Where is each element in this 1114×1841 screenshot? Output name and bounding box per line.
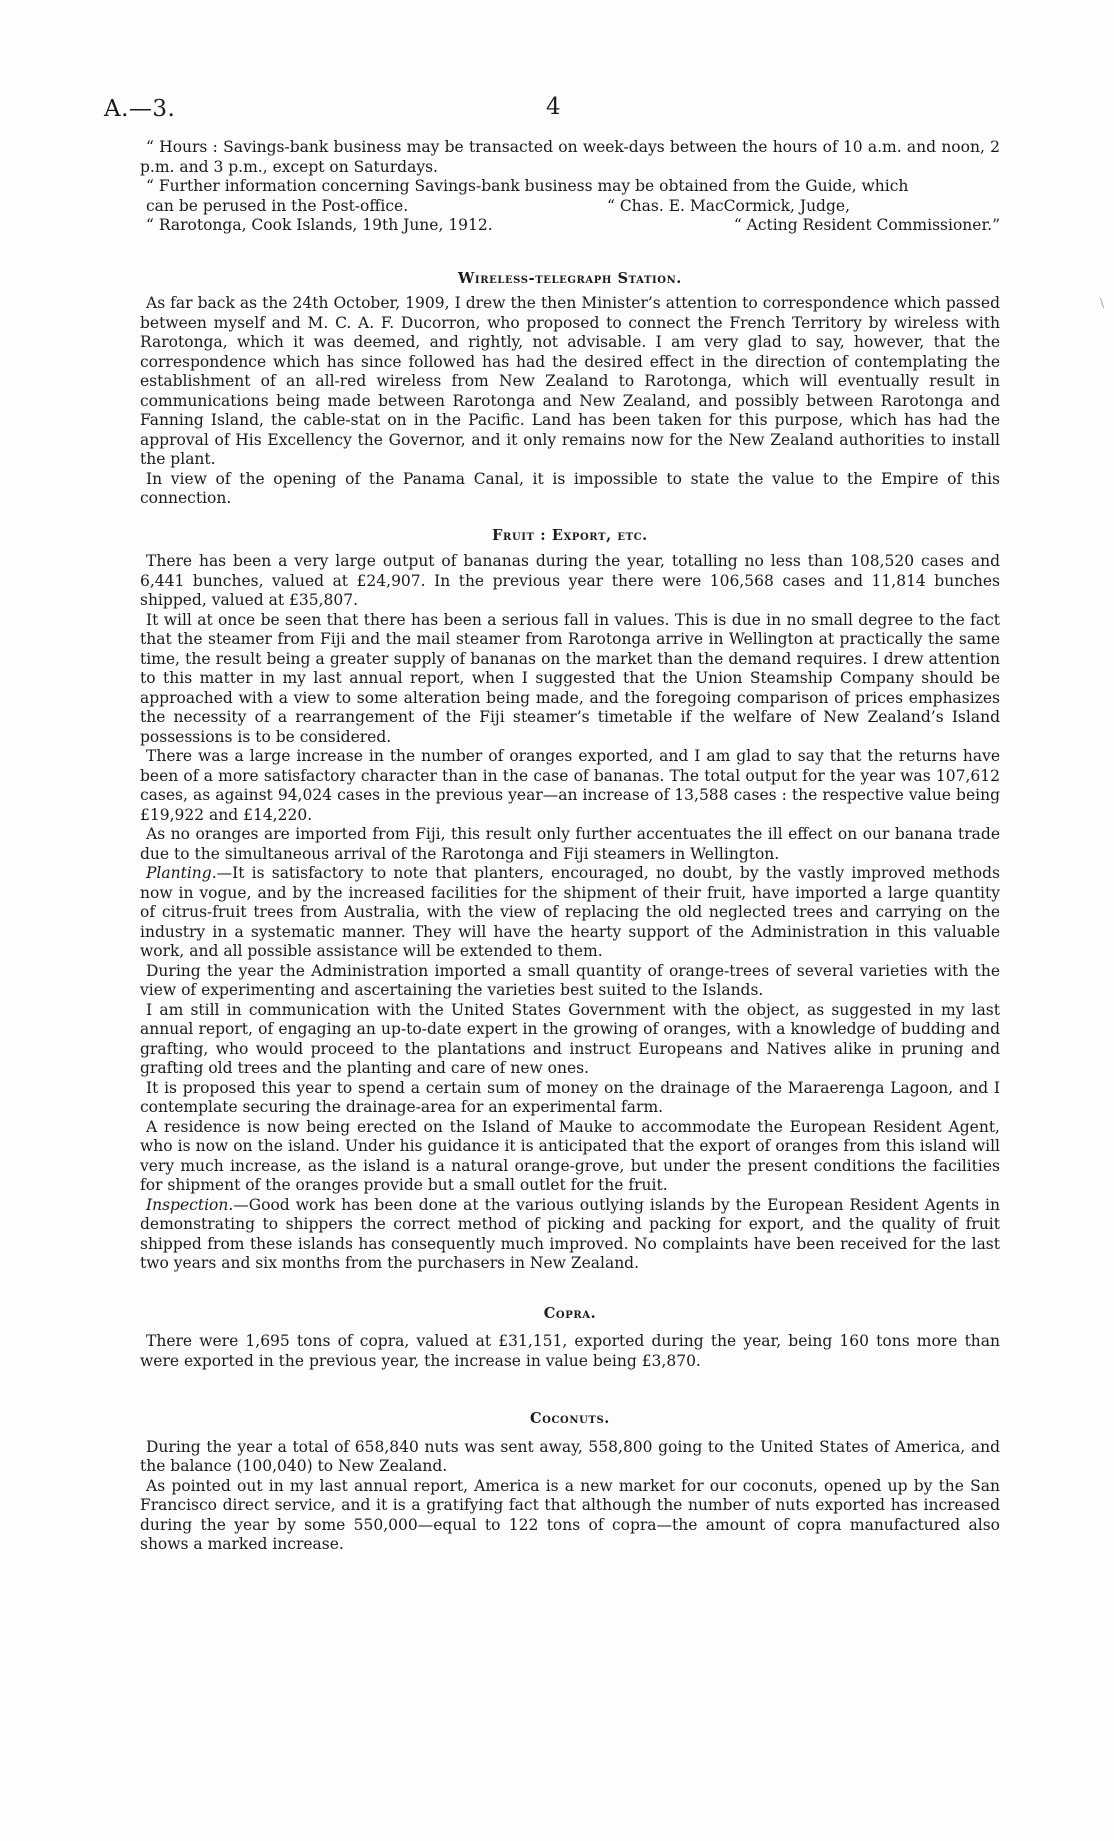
scan-mark: \: [1100, 296, 1105, 310]
fruit-paragraph-4: As no oranges are imported from Fiji, this result only further accentuates the ill effect on our banana trade due to the simultaneous arrival of the Rarotonga and Fiji steamers in Wellington.: [140, 825, 1000, 863]
inspection-label: Inspection.: [146, 1195, 234, 1214]
notice-date: “ Rarotonga, Cook Islands, 19th June, 1912.: [146, 216, 493, 234]
fruit-paragraph-1: There has been a very large output of bananas during the year, totalling no less than 108,520 cases and 6,441 bunches, valued at £24,907. In the previous year there were 106,568 cases and 11,814 bunches shipped, valued at £35,807.: [140, 552, 1000, 609]
signature-name: “ Chas. E. MacCormick, Judge,: [606, 196, 850, 215]
wireless-paragraph-2: In view of the opening of the Panama Canal, it is impossible to state the value to the Empire of this connection.: [140, 469, 1000, 507]
section-heading-fruit: Fruit : Export, etc.: [492, 526, 648, 544]
coconuts-paragraph-2: As pointed out in my last annual report, America is a new market for our coconuts, opened up by the San Francisco direct service, and it is a gratifying fact that although the number of nuts exported has increased during the year by some 550,000—equal to 122 tons of copra—the amount of copra manufactured also shows a marked increase.: [140, 1476, 1000, 1553]
planting-label: Planting.: [146, 864, 217, 882]
fruit-paragraph-2: It will at once be seen that there has been a serious fall in values. This is due in no small degree to the fact that the steamer from Fiji and the mail steamer from Rarotonga arrive in Wellington at practically the same time, the result being a greater supply of bananas on the market than the demand requires. I drew attention to this matter in my last annual report, when I suggested that the Union Steamship Company should be approached with a view to some alteration being made, and the foregoing comparison of prices emphasizes the necessity of a rearrangement of the Fiji steamer’s timetable if the welfare of New Zealand’s Island possessions is to be considered.: [140, 610, 1000, 746]
notice-signature-row: [140, 197, 1000, 217]
document-body: [140, 138, 1000, 1555]
fruit-paragraph-8: It is proposed this year to spend a certain sum of money on the drainage of the Maraerenga Lagoon, and I contemplate securing the drainage-area for an experimental farm.: [140, 1078, 1000, 1116]
fruit-paragraph-inspection: [140, 1196, 1000, 1274]
fruit-paragraph-9: A residence is now being erected on the Island of Mauke to accommodate the European Resident Agent, who is now on the island. Under his guidance it is anticipated that the export of oranges from this island will very much increase, as the island is a natural orange-grove, but under the present conditions the facilities for shipment of the oranges provide but a small outlet for the fruit.: [140, 1117, 1000, 1194]
fruit-paragraph-7: I am still in communication with the United States Government with the object, as suggested in my last annual report, of engaging an up-to-date expert in the growing of oranges, with a knowledge of budding and grafting, who would proceed to the plantations and instruct Europeans and Natives alike in pruning and grafting old trees and the planting and care of new ones.: [140, 1000, 1000, 1077]
notice-date-row: [140, 216, 1000, 236]
fruit-paragraph-6: During the year the Administration imported a small quantity of orange-trees of several varieties with the view of experimenting and ascertaining the varieties best suited to the Islands.: [140, 961, 1000, 999]
coconuts-paragraph-1: During the year a total of 658,840 nuts was sent away, 558,800 going to the United States of America, and the balance (100,040) to New Zealand.: [140, 1437, 1000, 1475]
section-heading-wireless: Wireless-telegraph Station.: [458, 269, 682, 287]
wireless-paragraph-1: As far back as the 24th October, 1909, I drew the then Minister’s attention to correspondence which passed between myself and M. C. A. F. Ducorron, who proposed to connect the French Territory by wireless with Rarotonga, which it was deemed, and rightly, not advisable. I am very glad to say, however, that the correspondence which has since followed has had the desired effect in the direction of contemplating the establishment of an all-red wireless from New Zealand to Rarotonga, which will eventually result in communications being made between Rarotonga and New Zealand, and possibly between Rarotonga and Fanning Island, the cable-stat on in the Pacific. Land has been taken for this purpose, which has had the approval of His Excellency the Governor, and it only remains now for the New Zealand authorities to install the plant.: [140, 294, 1000, 468]
signature-title: “ Acting Resident Commissioner.”: [733, 216, 1000, 234]
inspection-text: —Good work has been done at the various outlying islands by the European Resident Agents in demonstrating to shippers the correct method of picking and packing for export, and the quality of fruit shipped from these islands has consequently much improved. No complaints have been received for the last two years and six months from the purchasers in New Zealand.: [140, 1195, 1000, 1272]
section-heading-coconuts: Coconuts.: [530, 1410, 610, 1427]
page-number: 4: [546, 94, 561, 120]
section-heading-copra: Copra.: [543, 1304, 597, 1322]
notice-hours: “ Hours : Savings-bank business may be transacted on week-days between the hours of 10 a.m. and noon, 2 p.m. and 3 p.m., except on Saturdays.: [140, 138, 1000, 176]
copra-paragraph-1: There were 1,695 tons of copra, valued at £31,151, exported during the year, being 160 tons more than were exported in the previous year, the increase in value being £3,870.: [140, 1332, 1000, 1370]
notice-perused: can be perused in the Post-office.: [146, 196, 409, 215]
fruit-paragraph-planting: [140, 864, 1000, 962]
planting-text: —It is satisfactory to note that planters, encouraged, no doubt, by the vastly improved methods now in vogue, and by the increased facilities for the shipment of their fruit, have imported a large quantity of citrus-fruit trees from Australia, with the view of replacing the old neglected trees and carrying on the industry in a systematic manner. They will have the hearty support of the Administration in this valuable work, and all possible assistance will be extended to them.: [140, 864, 1000, 960]
document-code: A.—3.: [104, 96, 176, 122]
notice-further: “ Further information concerning Savings-bank business may be obtained from the Guide, which: [146, 177, 909, 195]
fruit-paragraph-3: There was a large increase in the number of oranges exported, and I am glad to say that the returns have been of a more satisfactory character than in the case of bananas. The total output for the year was 107,612 cases, as against 94,024 cases in the previous year—an increase of 13,588 cases : the respective value being £19,922 and £14,220.: [140, 747, 1000, 824]
